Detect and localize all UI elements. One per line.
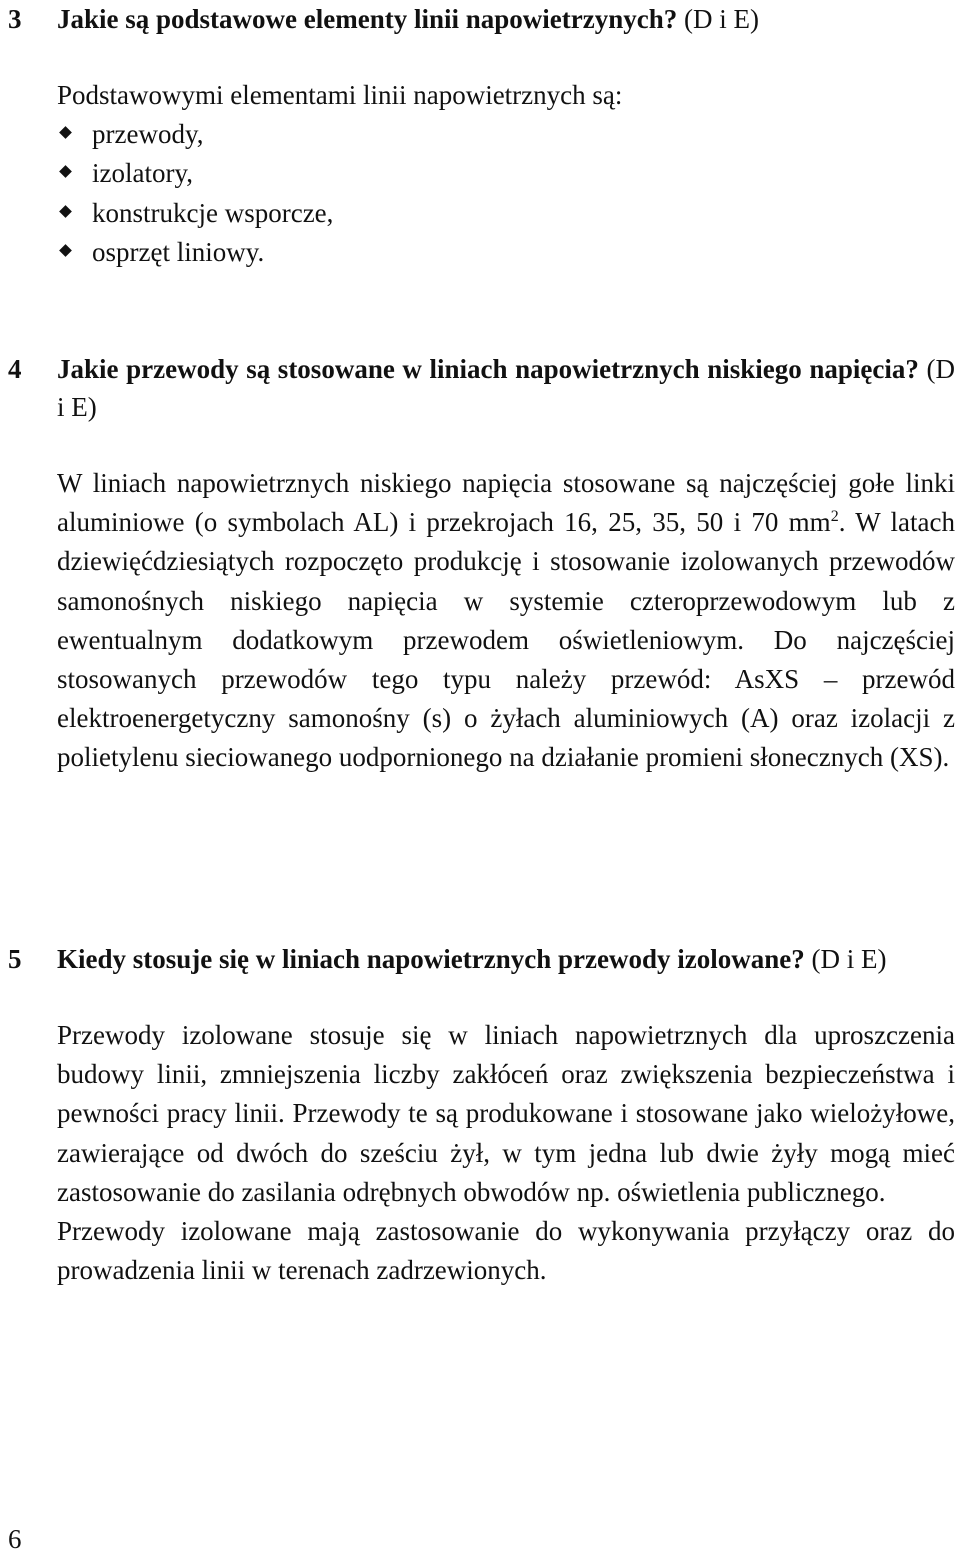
answer-intro: Podstawowymi elementami linii napowietrznych są: xyxy=(57,80,623,110)
list-item-text: przewody, xyxy=(92,119,204,150)
diamond-bullet-icon xyxy=(59,244,72,257)
answer-body xyxy=(57,464,955,778)
question-level-tag: (D i E) xyxy=(684,4,759,34)
list-item-text: osprzęt liniowy. xyxy=(92,236,265,267)
diamond-bullet-icon xyxy=(59,166,72,179)
list-item xyxy=(57,154,955,193)
question-title: Jakie przewody są stosowane w liniach napowietrznych niskiego napięcia? xyxy=(57,354,919,384)
page-number: 6 xyxy=(8,1524,22,1554)
question-5 xyxy=(8,940,955,1290)
list-item xyxy=(57,233,955,272)
question-title: Jakie są podstawowe elementy linii napowietrzynych? xyxy=(57,4,678,34)
question-heading xyxy=(8,940,955,978)
question-level-tag: (D i E) xyxy=(811,944,887,974)
list-item xyxy=(57,115,955,154)
question-number: 4 xyxy=(8,354,22,384)
answer-body xyxy=(57,1016,955,1290)
question-level-tag: (D i E) xyxy=(57,354,955,422)
question-title: Kiedy stosuje się w liniach napowietrznych przewody izolowane? xyxy=(57,944,805,974)
answer-paragraph xyxy=(57,464,955,778)
answer-body xyxy=(57,76,955,272)
answer-paragraph: Przewody izolowane stosuje się w liniach napowietrznych dla uproszczenia budowy linii, zmniejszenia liczby zakłóceń oraz zwiększenia bezpieczeństwa i pewności pracy linii. Przewody te są produkowane i stosowane jako wielożyłowe, zawierające od dwóch do sześciu żył, w tym jedna lub dwie żyły mogą mieć zastosowanie do zasilania odrębnych obwodów np. oświetlenia publicznego. xyxy=(57,1020,955,1207)
answer-text-part1: W liniach napowietrznych niskiego napięcia stosowane są najczęściej gołe linki aluminiowe (o symbolach AL) i przekrojach 16, 25, 35, 50 i 70 mm xyxy=(57,468,955,538)
element-list xyxy=(57,115,955,272)
list-item-text: izolatory, xyxy=(92,158,193,189)
question-heading xyxy=(8,350,955,426)
answer-paragraph: Przewody izolowane mają zastosowanie do wykonywania przyłączy oraz do prowadzenia linii w terenach zadrzewionych. xyxy=(57,1216,955,1286)
diamond-bullet-icon xyxy=(59,205,72,218)
question-number: 3 xyxy=(8,4,22,34)
question-3 xyxy=(8,0,955,272)
unit-superscript: 2 xyxy=(830,508,839,526)
diamond-bullet-icon xyxy=(59,126,72,139)
question-number: 5 xyxy=(8,944,22,974)
question-4 xyxy=(8,350,955,778)
question-heading xyxy=(8,0,955,38)
answer-text-part2: . W latach dziewięćdziesiątych rozpoczęto produkcję i stosowanie izolowanych przewodów samonośnych niskiego napięcia w systemie czteroprzewodowym lub z ewentualnym dodatkowym przewodem oświetleniowym. Do najczęściej stosowanych przewodów tego typu należy przewód: AsXS – przewód elektroenergetyczny samonośny (s) o żyłach aluminiowych (A) oraz izolacji z polietylenu sieciowanego uodpornionego na działanie promieni słonecznych (XS). xyxy=(57,507,955,773)
list-item xyxy=(57,194,955,233)
list-item-text: konstrukcje wsporcze, xyxy=(92,197,334,228)
